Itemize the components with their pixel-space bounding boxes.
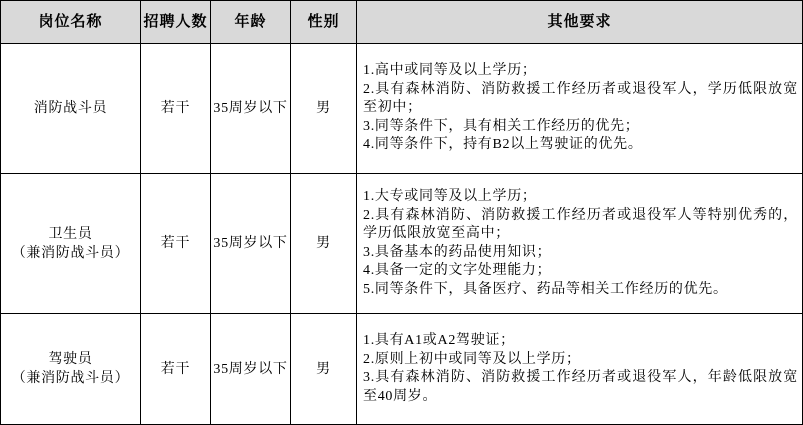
row-1-age: 35周岁以下 [211, 44, 291, 174]
requirement-item: 1.大专或同等及以上学历； [363, 189, 537, 204]
requirement-item: 1.具有A1或A2驾驶证； [363, 333, 515, 348]
row-1-gender: 男 [291, 44, 357, 174]
row-3-position [1, 314, 141, 425]
row-2-count: 若干 [141, 174, 211, 314]
position-subtitle: （兼消防战斗员） [11, 245, 130, 261]
row-2-position [1, 174, 141, 314]
row-3-gender: 男 [291, 314, 357, 425]
header-gender: 性别 [291, 1, 357, 44]
requirement-item: 5.同等条件下，具备医疗、药品等相关工作经历的优先。 [363, 281, 728, 297]
header-count: 招聘人数 [141, 1, 211, 44]
row-3-requirements [357, 314, 803, 425]
requirement-item: 3.具有森林消防、消防救援工作经历者或退役军人，年龄低限放宽至40周岁。 [363, 370, 798, 404]
requirement-item: 3.具备基本的药品使用知识； [363, 244, 552, 260]
header-age: 年龄 [211, 1, 291, 44]
row-1-count: 若干 [141, 44, 211, 174]
position-title: 驾驶员 [48, 352, 93, 367]
position-title: 消防战斗员 [33, 101, 108, 116]
row-3-age: 35周岁以下 [211, 314, 291, 425]
row-1-position [1, 44, 141, 174]
requirement-item: 2.具有森林消防、消防救援工作经历者或退役军人，学历低限放宽至初中； [363, 81, 798, 116]
row-2-gender: 男 [291, 174, 357, 314]
requirement-item: 3.同等条件下，具有相关工作经历的优先； [363, 118, 640, 134]
position-subtitle: （兼消防战斗员） [11, 371, 130, 386]
requirement-item: 4.具备一定的文字处理能力； [363, 263, 552, 278]
requirement-item: 2.原则上初中或同等及以上学历； [363, 351, 581, 367]
header-requirements: 其他要求 [357, 1, 803, 44]
row-1-requirements [357, 44, 803, 174]
position-title: 卫生员 [48, 226, 93, 242]
header-position: 岗位名称 [1, 1, 141, 44]
row-2-requirements [357, 174, 803, 314]
requirement-item: 1.高中或同等及以上学历； [363, 63, 537, 79]
requirement-item: 2.具有森林消防、消防救援工作经历者或退役军人等特别优秀的，学历低限放宽至高中； [363, 207, 798, 241]
requirement-item: 4.同等条件下，持有B2以上驾驶证的优先。 [363, 137, 643, 153]
row-2-age: 35周岁以下 [211, 174, 291, 314]
row-3-count: 若干 [141, 314, 211, 425]
